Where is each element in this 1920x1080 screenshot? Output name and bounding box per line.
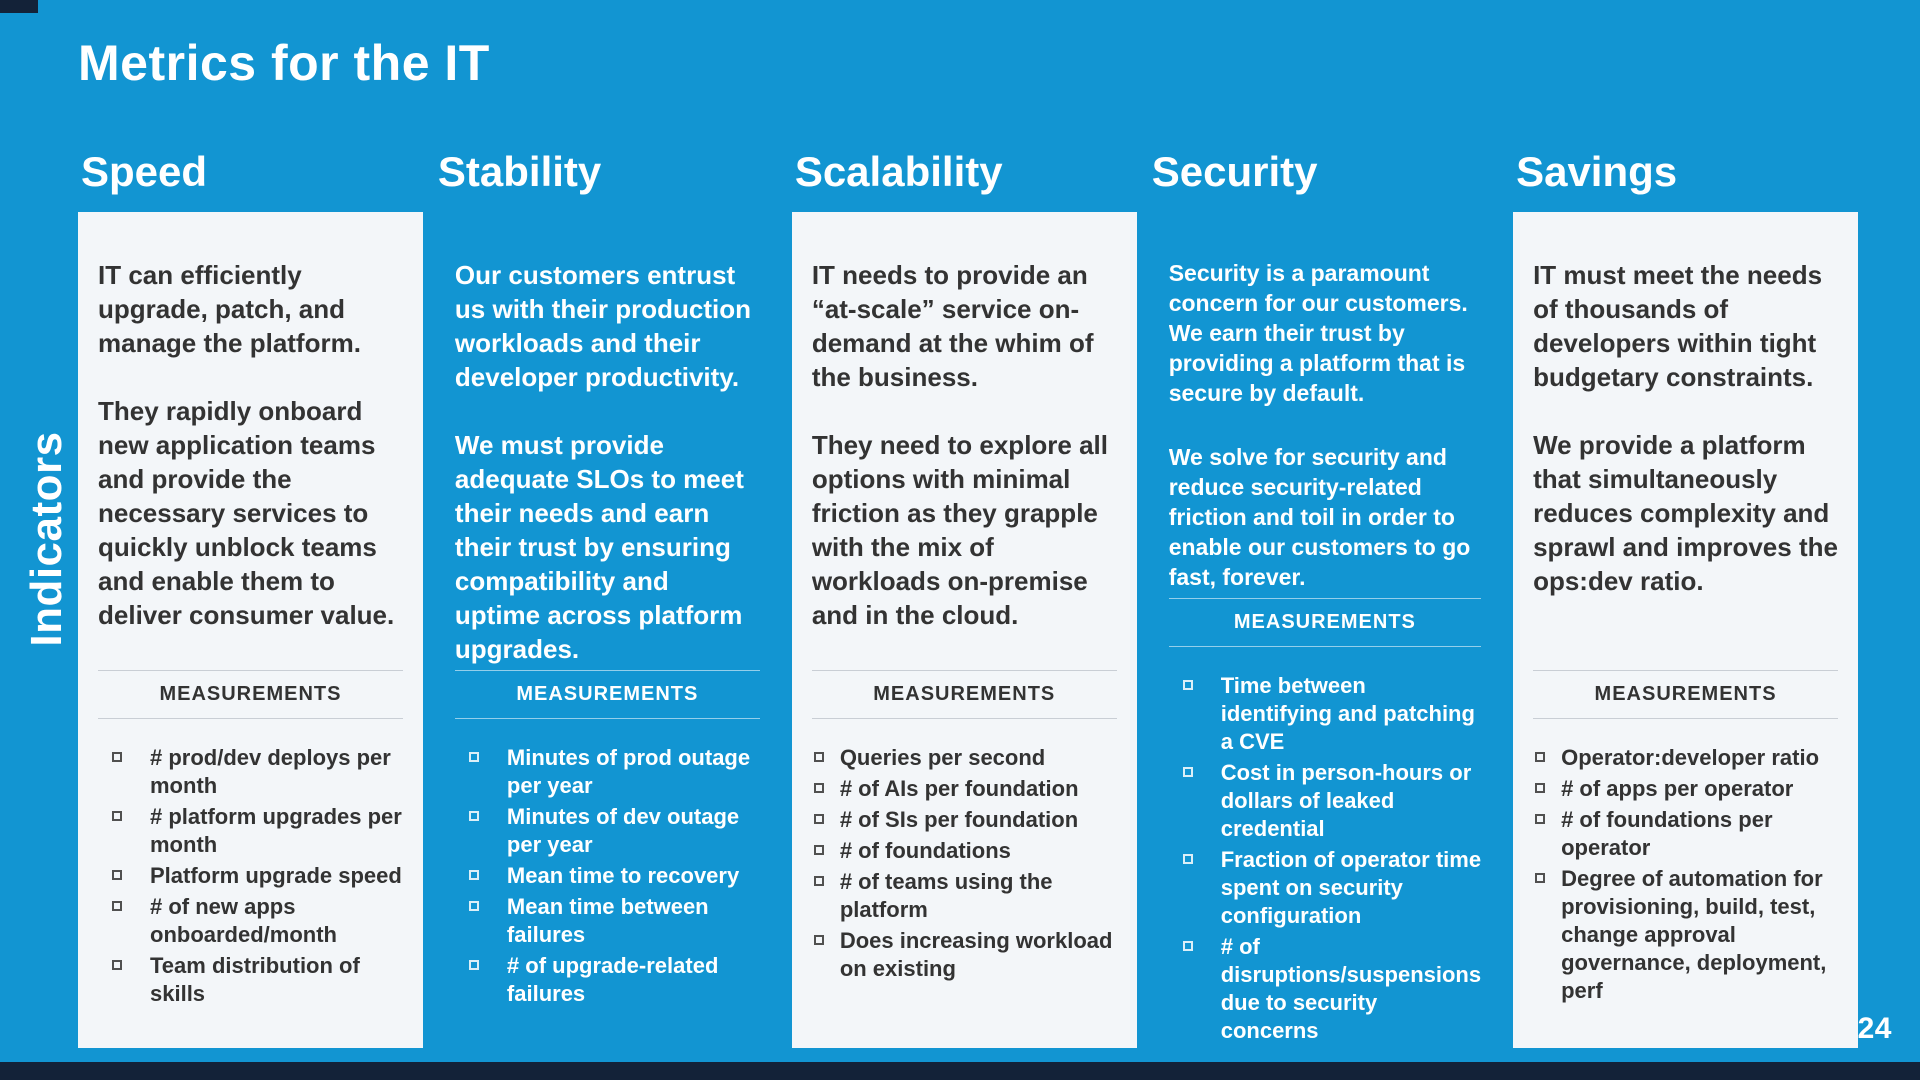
metric-column-savings <box>1513 148 1858 1048</box>
square-bullet-icon <box>814 814 824 824</box>
list-item <box>812 927 1117 983</box>
description-paragraph: They rapidly onboard new application teams and provide the necessary services to quickly unblock teams and enable them to deliver consumer value. <box>98 396 395 630</box>
list-item <box>812 775 1117 803</box>
list-item <box>1533 806 1838 862</box>
list-item-text: Minutes of dev outage per year <box>506 804 740 857</box>
description-paragraph: IT must meet the needs of thousands of developers within tight budgetary constraints. <box>1533 260 1823 392</box>
square-bullet-icon <box>112 752 122 762</box>
square-bullet-icon <box>1183 941 1193 951</box>
measurements-heading: MEASUREMENTS <box>873 683 1056 705</box>
list-item-text: Mean time between failures <box>506 894 709 947</box>
list-item-text: # of new apps onboarded/month <box>150 894 337 947</box>
column-header-stability: Stability <box>437 148 602 195</box>
list-item-text: Minutes of prod outage per year <box>506 745 751 798</box>
slide-title: Metrics for the IT <box>78 35 490 91</box>
square-bullet-icon <box>814 935 824 945</box>
list-item <box>455 952 760 1008</box>
square-bullet-icon <box>1183 854 1193 864</box>
description-paragraph: IT needs to provide an “at-scale” service on-demand at the whim of the business. <box>811 260 1094 392</box>
list-item <box>1169 759 1481 843</box>
column-header-security: Security <box>1151 148 1318 195</box>
square-bullet-icon <box>1535 752 1545 762</box>
description-paragraph: We provide a platform that simultaneously reduces complexity and sprawl and improves the ops:dev ratio. <box>1533 430 1838 596</box>
description-paragraph: We solve for security and reduce security-related friction and toil in order to enable our customers to go fast, forever. <box>1168 444 1471 590</box>
metric-column-speed <box>78 148 423 1048</box>
list-item-text: Mean time to recovery <box>506 863 740 888</box>
measurements-heading: MEASUREMENTS <box>1594 683 1777 705</box>
square-bullet-icon <box>112 811 122 821</box>
measurements-list-speed <box>98 744 403 1011</box>
list-item <box>455 862 760 890</box>
square-bullet-icon <box>1183 680 1193 690</box>
bottom-bar <box>0 1062 1920 1080</box>
square-bullet-icon <box>469 960 479 970</box>
list-item <box>98 952 403 1008</box>
list-item <box>455 744 760 800</box>
list-item-text: # of SIs per foundation <box>839 807 1079 832</box>
list-item-text: Time between identifying and patching a CVE <box>1220 673 1475 754</box>
square-bullet-icon <box>112 960 122 970</box>
list-item <box>1169 933 1481 1045</box>
column-header-scalability: Scalability <box>794 148 1003 195</box>
list-item-text: # of foundations <box>839 838 1011 863</box>
list-item <box>98 862 403 890</box>
card-savings <box>1513 212 1858 1048</box>
square-bullet-icon <box>814 752 824 762</box>
card-speed <box>78 212 423 1048</box>
page-number: 24 <box>1857 1012 1892 1045</box>
square-bullet-icon <box>1535 873 1545 883</box>
list-item-text: # of disruptions/suspensions due to security concerns <box>1220 934 1482 1043</box>
list-item <box>98 803 403 859</box>
list-item-text: # of AIs per foundation <box>839 776 1079 801</box>
description-paragraph: IT can efficiently upgrade, patch, and manage the platform. <box>98 260 361 358</box>
list-item <box>812 837 1117 865</box>
metric-column-stability <box>435 148 780 1048</box>
description-scalability <box>812 212 1117 670</box>
square-bullet-icon <box>112 870 122 880</box>
measurements-divider-bottom <box>455 718 760 719</box>
list-item-text: # of apps per operator <box>1561 776 1794 801</box>
square-bullet-icon <box>814 876 824 886</box>
card-scalability <box>792 212 1137 1048</box>
measurements-list-stability <box>455 744 760 1011</box>
list-item <box>455 803 760 859</box>
description-speed <box>98 212 403 670</box>
list-item-text: Operator:developer ratio <box>1561 745 1820 770</box>
measurements-list-scalability <box>812 744 1117 986</box>
square-bullet-icon <box>1535 783 1545 793</box>
square-bullet-icon <box>469 811 479 821</box>
list-item-text: Does increasing workload on existing <box>839 928 1113 981</box>
list-item-text: Queries per second <box>839 745 1046 770</box>
square-bullet-icon <box>814 783 824 793</box>
metrics-columns <box>78 148 1858 1048</box>
description-savings <box>1533 212 1838 670</box>
metric-column-security <box>1149 148 1501 1048</box>
measurements-heading: MEASUREMENTS <box>159 683 342 705</box>
list-item <box>1169 846 1481 930</box>
measurements-heading: MEASUREMENTS <box>1233 611 1416 633</box>
list-item <box>98 744 403 800</box>
list-item <box>455 893 760 949</box>
list-item-text: Cost in person-hours or dollars of leaked credential <box>1220 760 1472 841</box>
list-item-text: Platform upgrade speed <box>150 863 402 888</box>
list-item-text: # of foundations per operator <box>1561 807 1773 860</box>
description-paragraph: Security is a paramount concern for our customers. We earn their trust by providing a platform that is secure by default. <box>1168 260 1468 406</box>
square-bullet-icon <box>469 752 479 762</box>
measurements-heading: MEASUREMENTS <box>516 683 699 705</box>
square-bullet-icon <box>814 845 824 855</box>
list-item-text: Degree of automation for provisioning, build, test, change approval governance, deployment, perf <box>1561 866 1827 1003</box>
measurements-list-security <box>1169 672 1481 1048</box>
list-item <box>812 806 1117 834</box>
metric-column-scalability <box>792 148 1137 1048</box>
measurements-divider-bottom <box>1169 646 1481 647</box>
description-paragraph: We must provide adequate SLOs to meet their needs and earn their trust by ensuring compatibility and uptime across platform upgrades. <box>454 430 744 664</box>
card-stability <box>435 212 780 1048</box>
list-item <box>98 893 403 949</box>
measurements-divider-bottom <box>1533 718 1838 719</box>
column-header-speed: Speed <box>81 148 208 195</box>
square-bullet-icon <box>1183 767 1193 777</box>
list-item-text: # of teams using the platform <box>839 869 1053 922</box>
list-item <box>812 868 1117 924</box>
description-stability <box>455 212 760 670</box>
list-item <box>1533 775 1838 803</box>
square-bullet-icon <box>112 901 122 911</box>
square-bullet-icon <box>469 901 479 911</box>
description-security <box>1169 212 1481 598</box>
column-header-savings: Savings <box>1516 148 1678 195</box>
description-paragraph: Our customers entrust us with their production workloads and their developer productivity. <box>454 260 751 392</box>
description-paragraph: They need to explore all options with minimal friction as they grapple with the mix of workloads on-premise and in the cloud. <box>811 430 1109 630</box>
square-bullet-icon <box>1535 814 1545 824</box>
square-bullet-icon <box>469 870 479 880</box>
measurements-list-savings <box>1533 744 1838 1008</box>
list-item <box>1533 744 1838 772</box>
list-item-text: Fraction of operator time spent on security configuration <box>1220 847 1482 928</box>
list-item <box>1533 865 1838 1005</box>
list-item-text: # of upgrade-related failures <box>506 953 719 1006</box>
list-item <box>1169 672 1481 756</box>
top-left-corner-mark <box>0 0 38 13</box>
list-item-text: # prod/dev deploys per month <box>150 745 391 798</box>
list-item-text: Team distribution of skills <box>150 953 360 1006</box>
list-item-text: # platform upgrades per month <box>150 804 402 857</box>
measurements-divider-bottom <box>812 718 1117 719</box>
card-security <box>1149 212 1501 1048</box>
list-item <box>812 744 1117 772</box>
indicators-side-label: Indicators <box>22 431 71 647</box>
measurements-divider-bottom <box>98 718 403 719</box>
